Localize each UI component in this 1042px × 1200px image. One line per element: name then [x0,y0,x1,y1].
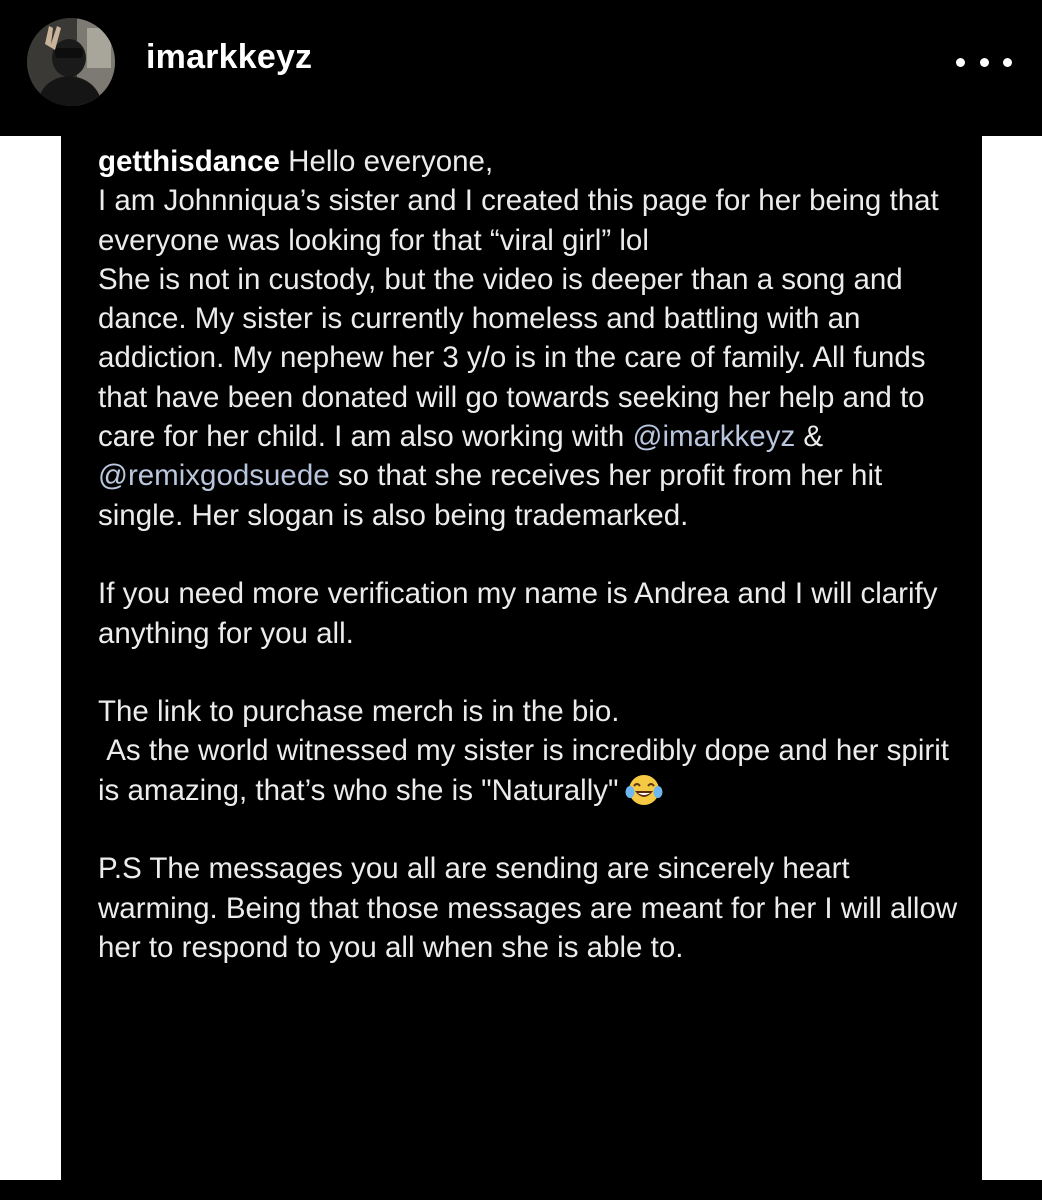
avatar[interactable] [27,18,115,106]
caption-screenshot-card [61,136,982,1180]
avatar-image [27,18,115,106]
mention-imarkkeyz[interactable]: @imarkkeyz [632,420,796,454]
caption-paragraph-1-lead: Hello everyone, I am Johnniqua’s sister and I created this page for her being that everyone was looking for that “viral girl” lol She is not in custody, but the video is deeper than a song and dance. My sister is currently homeless and battling with an addiction. My nephew her 3 y/o is in the care of family. All funds that have been donated will go towards seeking her help and to care for her child. I am also working with [98,145,939,454]
more-options-button[interactable] [956,52,1012,72]
more-dot-icon [956,58,965,67]
mention-remixgodsuede[interactable]: @remixgodsuede [98,459,330,493]
post-header [0,0,1042,136]
bottom-bar [0,1180,1042,1200]
header-username[interactable]: imarkkeyz [146,38,313,76]
caption-text [98,142,968,967]
caption-paragraph-1-tail: so that she receives her profit from her hit single. Her slogan is also being trademarked. [98,459,891,532]
caption-username[interactable]: getthisdance [98,145,280,178]
caption-paragraph-2: If you need more verification my name is Andrea and I will clarify anything for you all. [98,577,946,650]
caption-paragraph-1-mid: & [803,420,824,454]
more-dot-icon [980,58,989,67]
face-with-tears-of-joy-icon [625,772,663,808]
caption-paragraph-4: P.S The messages you all are sending are sincerely heart warming. Being that those messages are meant for her I will allow her to respond to you all when she is able to. [98,852,966,964]
post-image[interactable] [0,136,1042,1180]
caption-paragraph-3: The link to purchase merch is in the bio. As the world witnessed my sister is incredibly dope and her spirit is amazing, that’s who she is "Naturally" [98,695,949,807]
more-dot-icon [1003,58,1012,67]
